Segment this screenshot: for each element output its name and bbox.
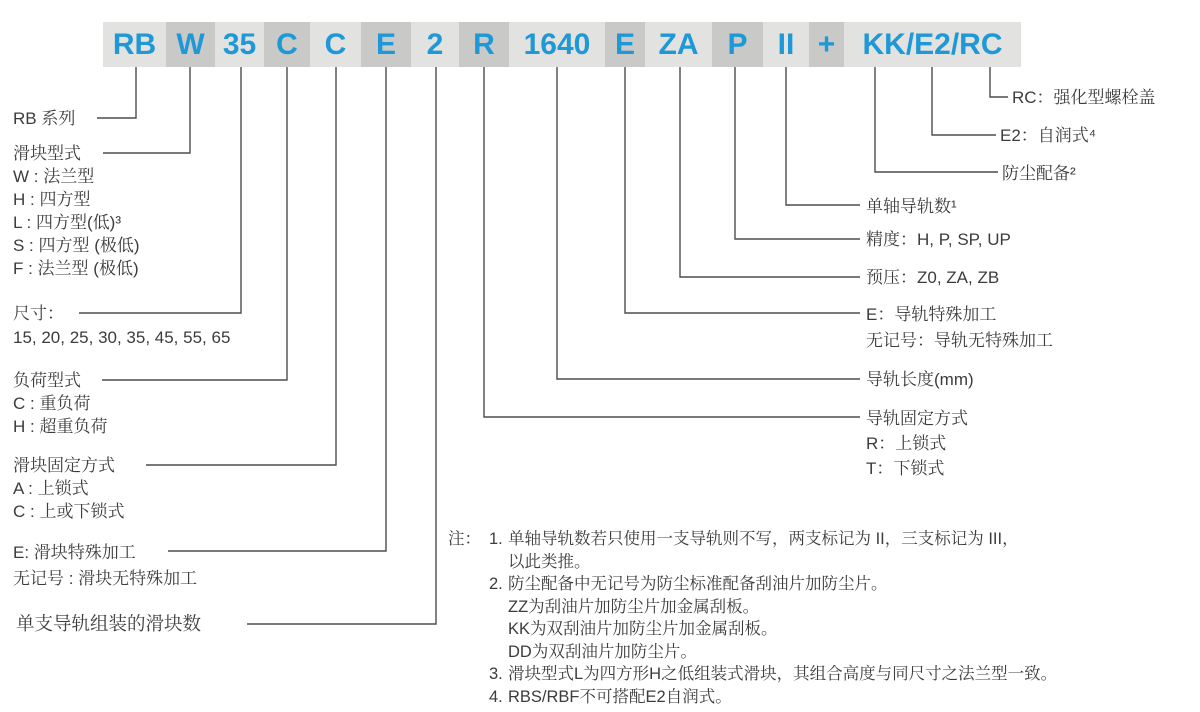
code-segment-block-mount: C: [310, 22, 361, 67]
label-size-values: 15, 20, 25, 30, 35, 45, 55, 65: [13, 328, 231, 347]
label-preload: 预压：Z0, ZA, ZB: [866, 268, 1000, 287]
label-rb-series: RB 系列: [13, 109, 76, 128]
label-group-rail-length: [866, 368, 974, 392]
label-group-size: [13, 302, 230, 350]
label-load-h: H : 超重负荷: [13, 417, 108, 436]
label-group-load-type: [13, 369, 107, 438]
label-block-mount-a: A : 上锁式: [13, 479, 89, 498]
label-load-c: C : 重负荷: [13, 394, 91, 413]
label-accuracy: 精度：H, P, SP, UP: [866, 230, 1011, 249]
code-segment-accuracy: P: [712, 22, 763, 67]
code-segment-block-special: E: [361, 22, 411, 67]
connector-rail-length: [557, 67, 860, 379]
label-block-mount-title: 滑块固定方式: [13, 456, 115, 475]
connector-accuracy: [735, 67, 860, 239]
label-group-blocks-per-rail: [16, 611, 201, 636]
connector-e2: [932, 67, 996, 135]
label-block-type-f: F : 法兰型 (极低): [13, 259, 139, 278]
note-2-line-2: ZZ为刮油片加防尘片加金属刮板。: [508, 597, 760, 616]
label-rc: RC：强化型螺栓盖: [1012, 88, 1156, 107]
connector-dust-protection: [875, 67, 998, 172]
code-segment-size: 35: [215, 22, 264, 67]
code-segment-options: KK/E2/RC: [844, 22, 1021, 67]
note-item-3: [489, 663, 1057, 686]
label-e2: E2：自润式⁴: [1000, 126, 1097, 145]
code-segment-rail-mount: R: [459, 22, 509, 67]
label-rail-special-e: E：导轨特殊加工: [866, 305, 997, 324]
note-1-line-2: 以此类推。: [508, 552, 591, 571]
label-rail-mount-t: T：下锁式: [866, 459, 945, 478]
label-group-rc: [1012, 86, 1156, 110]
label-group-block-type: [13, 142, 140, 280]
label-rail-mount-title: 导轨固定方式: [866, 409, 968, 428]
connector-preload: [680, 67, 860, 277]
code-segment-rb-series: RB: [103, 22, 166, 67]
label-group-preload: [866, 266, 999, 290]
note-item-1: [489, 528, 1057, 573]
code-segment-block-count: 2: [411, 22, 459, 67]
label-block-type-w: W : 法兰型: [13, 167, 95, 186]
code-segment-rail-count: II: [763, 22, 809, 67]
connector-blocks-per-rail: [247, 67, 436, 624]
label-size-title: 尺寸：: [13, 304, 64, 323]
connector-rc: [990, 67, 1008, 97]
note-2-line-1: 防尘配备中无记号为防尘标准配备刮油片加防尘片。: [508, 575, 888, 593]
code-segment-preload: ZA: [645, 22, 712, 67]
note-3-line-1: 滑块型式L为四方形H之低组装式滑块，其组合高度与同尺寸之法兰型一致。: [508, 665, 1058, 683]
label-blocks-per-rail: 单支导轨组装的滑块数: [16, 613, 202, 634]
notes-items: [489, 528, 1057, 708]
label-group-block-special: [13, 540, 197, 592]
label-group-e2: [1000, 124, 1096, 148]
label-group-rails-per-axis: [866, 195, 957, 219]
notes-prefix: 注：: [448, 530, 481, 548]
note-number: 4.: [489, 687, 503, 706]
label-dust-protection: 防尘配备²: [1002, 164, 1076, 183]
connector-rail-special: [625, 67, 860, 313]
connector-rails-per-axis: [786, 67, 860, 205]
label-rails-per-axis: 单轴导轨数¹: [866, 197, 957, 216]
label-group-dust-protection: [1002, 162, 1076, 186]
note-number: 2.: [489, 575, 503, 593]
note-4-line-1: RBS/RBF不可搭配E2自润式。: [508, 687, 732, 706]
connector-block-type: [103, 67, 190, 153]
label-rail-length: 导轨长度(mm): [866, 370, 974, 389]
note-number: 3.: [489, 665, 503, 683]
code-segment-rail-special: E: [605, 22, 645, 67]
label-block-type-h: H : 四方型: [13, 190, 91, 209]
label-group-rail-special: [866, 302, 1053, 354]
code-segment-plus: +: [809, 22, 844, 67]
label-block-type-s: S : 四方型 (极低): [13, 236, 140, 255]
label-block-special-e: E: 滑块特殊加工: [13, 543, 136, 562]
label-group-block-mounting: [13, 454, 124, 523]
code-segment-block-type: W: [166, 22, 215, 67]
note-number: 1.: [489, 530, 503, 548]
label-block-mount-c: C : 上或下锁式: [13, 502, 125, 521]
connector-rail-mounting: [484, 67, 860, 417]
note-item-2: [489, 573, 1057, 663]
code-segment-rail-length: 1640: [509, 22, 605, 67]
label-rail-mount-r: R：上锁式: [866, 434, 947, 453]
note-2-line-4: DD为双刮油片加防尘片。: [508, 642, 697, 661]
label-load-title: 负荷型式: [13, 371, 81, 390]
label-block-type-title: 滑块型式: [13, 144, 81, 163]
note-item-4: [489, 686, 1057, 709]
label-group-rb-series: [13, 107, 75, 131]
label-block-type-l: L : 四方型(低)³: [13, 213, 121, 232]
code-segment-load-type: C: [264, 22, 310, 67]
note-2-line-3: KK为双刮油片加防尘片加金属刮板。: [508, 620, 778, 638]
label-block-special-none: 无记号 : 滑块无特殊加工: [13, 569, 198, 588]
note-1-line-1: 单轴导轨数若只使用一支导轨则不写，两支标记为 II，三支标记为 III，: [508, 530, 1019, 548]
label-group-accuracy: [866, 228, 1011, 252]
connector-rb-series: [97, 67, 136, 118]
notes-block: [448, 528, 1057, 708]
label-rail-special-none: 无记号：导轨无特殊加工: [866, 331, 1053, 350]
label-group-rail-mounting: [866, 406, 968, 481]
